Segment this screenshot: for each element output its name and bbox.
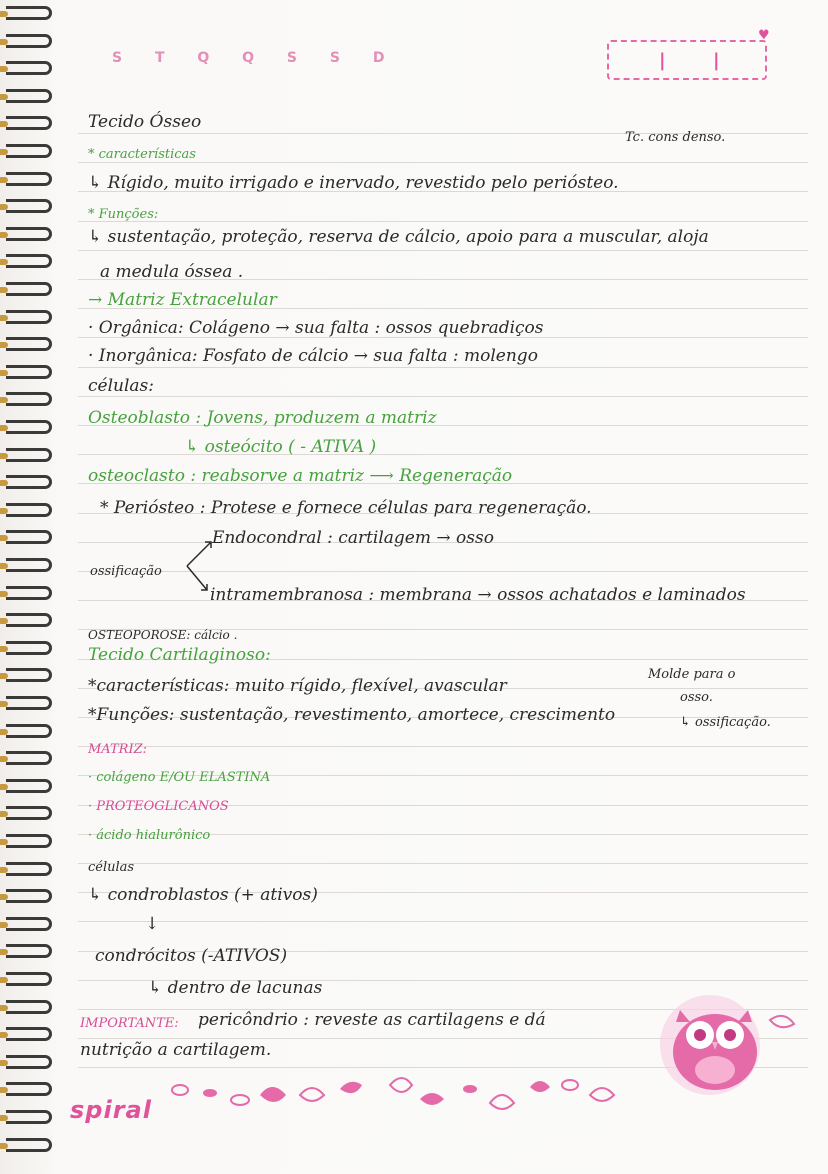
note-line: condrócitos (-ATIVOS) <box>95 946 288 966</box>
spiral-ring <box>6 724 52 738</box>
note-line: ↳ osteócito ( - ATIVA ) <box>185 437 377 457</box>
note-line: · Orgânica: Colágeno → sua falta : ossos quebradiços <box>88 318 544 338</box>
note-line: células <box>88 860 135 875</box>
note-line: *características: muito rígido, flexível, avascular <box>88 676 507 696</box>
owl-illustration <box>640 990 820 1100</box>
spiral-ring <box>6 530 52 544</box>
spiral-ring <box>6 889 52 903</box>
spiral-ring <box>6 199 52 213</box>
spiral-ring <box>6 806 52 820</box>
note-line: nutrição a cartilagem. <box>80 1040 272 1060</box>
note-line: Osteoblasto : Jovens, produzem a matriz <box>88 408 437 428</box>
spiral-ring <box>6 34 52 48</box>
note-line: osteoclasto : reabsorve a matriz ⟶ Regeneração <box>88 466 513 486</box>
note-line: OSTEOPOROSE: cálcio . <box>88 628 238 642</box>
note-line: Molde para o <box>648 667 736 682</box>
ruled-line <box>78 250 808 251</box>
spiral-ring <box>6 972 52 986</box>
brand-logo: spiral <box>70 1096 152 1124</box>
spiral-ring <box>6 254 52 268</box>
note-line: MATRIZ: <box>88 742 147 757</box>
date-separator: | <box>713 50 720 71</box>
date-separator: | <box>659 50 666 71</box>
ruled-line <box>78 921 808 922</box>
spiral-ring <box>6 1110 52 1124</box>
spiral-ring <box>6 475 52 489</box>
note-line: * Funções: <box>88 207 159 222</box>
spiral-binding <box>0 0 60 1174</box>
spiral-ring <box>6 1000 52 1014</box>
spiral-ring <box>6 89 52 103</box>
spiral-ring <box>6 779 52 793</box>
spiral-ring <box>6 834 52 848</box>
note-line: · PROTEOGLICANOS <box>88 799 229 814</box>
note-line: ↓ <box>145 914 160 934</box>
note-line: *Funções: sustentação, revestimento, amortece, crescimento <box>88 705 616 725</box>
spiral-ring <box>6 365 52 379</box>
weekday-header: S T Q Q S S D <box>112 50 399 66</box>
spiral-ring <box>6 144 52 158</box>
spiral-ring <box>6 1027 52 1041</box>
date-box <box>607 40 767 80</box>
note-line: · Inorgânica: Fosfato de cálcio → sua falta : molengo <box>88 346 538 366</box>
spiral-ring <box>6 503 52 517</box>
note-line: * Periósteo : Protese e fornece células para regeneração. <box>100 498 592 518</box>
note-line: ↳ condroblastos (+ ativos) <box>88 885 318 905</box>
spiral-ring <box>6 862 52 876</box>
spiral-ring <box>6 917 52 931</box>
spiral-ring <box>6 448 52 462</box>
spiral-ring <box>6 116 52 130</box>
note-line: ↳ sustentação, proteção, reserva de cálcio, apoio para a muscular, aloja <box>88 227 709 247</box>
heart-icon: ♥ <box>758 28 770 43</box>
ruled-line <box>78 367 808 368</box>
note-line: IMPORTANTE: <box>80 1016 179 1031</box>
spiral-ring <box>6 310 52 324</box>
spiral-ring <box>6 392 52 406</box>
spiral-ring <box>6 227 52 241</box>
spiral-ring <box>6 751 52 765</box>
spiral-ring <box>6 668 52 682</box>
spiral-ring <box>6 1082 52 1096</box>
note-line: → Matriz Extracelular <box>88 290 277 310</box>
spiral-ring <box>6 1138 52 1152</box>
spiral-ring <box>6 641 52 655</box>
ruled-line <box>78 863 808 864</box>
spiral-ring <box>6 61 52 75</box>
note-line: ↳ dentro de lacunas <box>148 978 323 998</box>
spiral-ring <box>6 558 52 572</box>
note-line: a medula óssea . <box>100 262 244 282</box>
note-line: Tc. cons denso. <box>625 130 726 145</box>
branch-arrows-icon <box>185 538 215 594</box>
note-line: ossificação <box>90 564 162 579</box>
note-line: células: <box>88 376 154 396</box>
note-line: · colágeno E/OU ELASTINA <box>88 770 271 785</box>
note-line: ↳ ossificação. <box>680 715 771 730</box>
spiral-ring <box>6 172 52 186</box>
spiral-ring <box>6 613 52 627</box>
note-line: · ácido hialurônico <box>88 828 211 843</box>
spiral-ring <box>6 6 52 20</box>
note-line: ↳ Rígido, muito irrigado e inervado, revestido pelo periósteo. <box>88 173 619 193</box>
note-line: osso. <box>680 690 713 705</box>
note-line: Tecido Ósseo <box>88 112 202 132</box>
spiral-ring <box>6 282 52 296</box>
spiral-ring <box>6 586 52 600</box>
note-line: * características <box>88 147 196 162</box>
ruled-line <box>78 396 808 397</box>
leaves-decoration <box>160 1065 640 1115</box>
ruled-line <box>78 746 808 747</box>
note-line: pericôndrio : reveste as cartilagens e dá <box>198 1010 546 1030</box>
note-line: Endocondral : cartilagem → osso <box>212 528 494 548</box>
spiral-ring <box>6 337 52 351</box>
spiral-ring <box>6 696 52 710</box>
spiral-ring <box>6 1055 52 1069</box>
spiral-ring <box>6 944 52 958</box>
spiral-ring <box>6 420 52 434</box>
ruled-line <box>78 221 808 222</box>
note-line: intramembranosa : membrana → ossos achatados e laminados <box>210 585 746 605</box>
note-line: Tecido Cartilaginoso: <box>88 645 271 665</box>
